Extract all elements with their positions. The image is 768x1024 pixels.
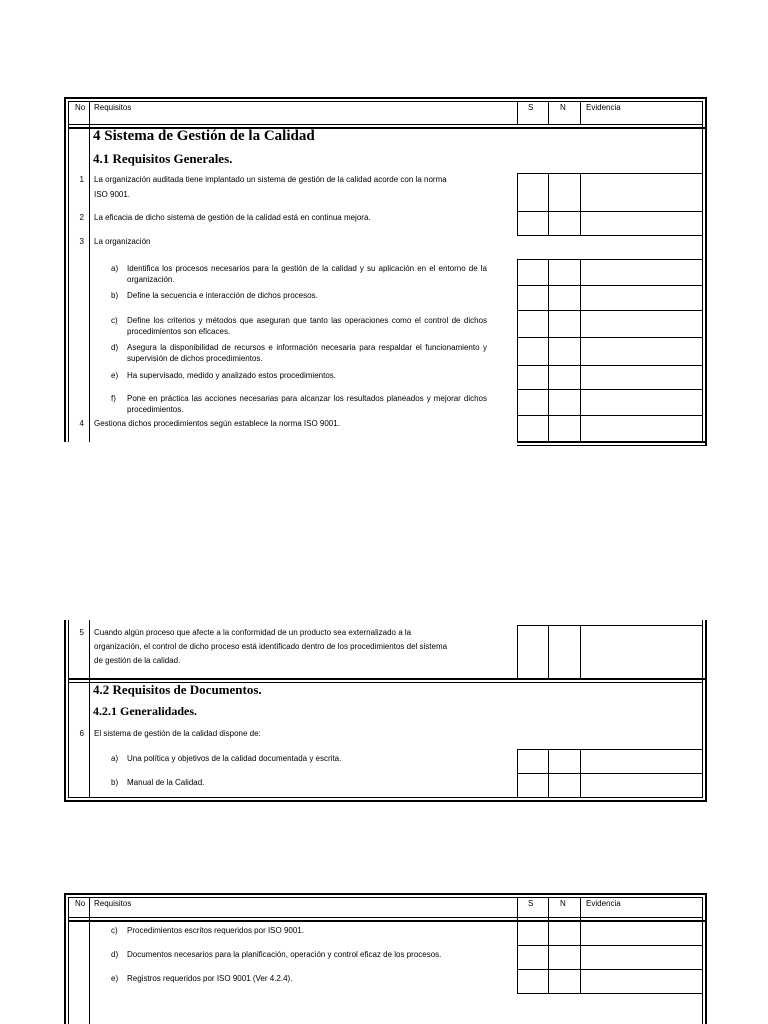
subitem-label: c) — [111, 926, 118, 935]
item-text: La eficacia de dicho sistema de gestión de la calidad está en continua mejora. — [94, 213, 371, 222]
subitem-text: Registros requeridos por ISO 9001 (Ver 4.2.4). — [127, 974, 293, 983]
item-text: organización, el control de dicho proceso está identificado dentro de los procedimientos del sistema — [94, 642, 448, 651]
section-title: 4 Sistema de Gestión de la Calidad — [93, 128, 315, 144]
subitem-text: Pone en práctica las acciones necesarias para alcanzar los resultados planeados y mejorar dichos procedimientos. — [127, 394, 487, 414]
header-n: N — [560, 899, 566, 908]
header-requisitos: Requisitos — [94, 899, 132, 908]
item-number: 1 — [79, 175, 84, 184]
subitem-label: c) — [111, 316, 118, 325]
item-number: 5 — [79, 628, 84, 637]
header-requisitos: Requisitos — [94, 103, 132, 112]
subitem-text: Documentos necesarios para la planificación, operación y control eficaz de los procesos. — [127, 950, 442, 959]
subitem-label: d) — [111, 950, 119, 959]
subitem-text: Define los criterios y métodos que aseguran que tanto las operaciones como el control de dichos procedimientos son eficaces. — [127, 316, 487, 336]
subitem-label: a) — [111, 264, 119, 273]
subitem-text: Procedimientos escritos requeridos por ISO 9001. — [127, 926, 304, 935]
item-text: Cuando algún proceso que afecte a la conformidad de un producto sea externalizado a la — [94, 628, 412, 637]
header-n: N — [560, 103, 566, 112]
header-evidencia: Evidencia — [586, 899, 621, 908]
subitem-label: b) — [111, 291, 119, 300]
item-text: La organización — [94, 237, 151, 246]
subitem-text: Una política y objetivos de la calidad documentada y escrita. — [127, 754, 342, 763]
item-text: El sistema de gestión de la calidad dispone de: — [94, 729, 261, 738]
item-number: 2 — [79, 213, 84, 222]
subitem-text: Define la secuencia e interacción de dichos procesos. — [127, 291, 318, 300]
item-text: ISO 9001. — [94, 190, 131, 199]
subitem-label: b) — [111, 778, 119, 787]
subitem-text: Asegura la disponibilidad de recursos e información necesaria para respaldar el funcionamiento y supervisión de dichos procedimientos. — [127, 343, 487, 363]
item-number: 3 — [79, 237, 84, 246]
subitem-label: f) — [111, 394, 116, 403]
item-number: 4 — [79, 419, 84, 428]
subitem-label: e) — [111, 974, 119, 983]
item-number: 6 — [79, 729, 84, 738]
header-s: S — [528, 899, 534, 908]
header-no: No — [75, 899, 86, 908]
subitem-label: d) — [111, 343, 119, 352]
header-evidencia: Evidencia — [586, 103, 621, 112]
subitem-label: e) — [111, 371, 119, 380]
header-s: S — [528, 103, 534, 112]
subsection-title: 4.2.1 Generalidades. — [93, 704, 197, 718]
subitem-label: a) — [111, 754, 119, 763]
subitem-text: Ha supervisado, medido y analizado estos procedimientos. — [127, 371, 337, 380]
subitem-text: Identifica los procesos necesarios para la gestión de la calidad y su aplicación en el entorno de la organización. — [127, 264, 487, 284]
section-title: 4.2 Requisitos de Documentos. — [93, 682, 262, 697]
item-text: Gestiona dichos procedimientos según establece la norma ISO 9001. — [94, 419, 340, 428]
subsection-title: 4.1 Requisitos Generales. — [93, 151, 233, 166]
item-text: La organización auditada tiene implantado un sistema de gestión de la calidad acorde con la norma — [94, 175, 447, 184]
item-text: de gestión de la calidad. — [94, 656, 181, 665]
header-no: No — [75, 103, 86, 112]
subitem-text: Manual de la Calidad. — [127, 778, 205, 787]
